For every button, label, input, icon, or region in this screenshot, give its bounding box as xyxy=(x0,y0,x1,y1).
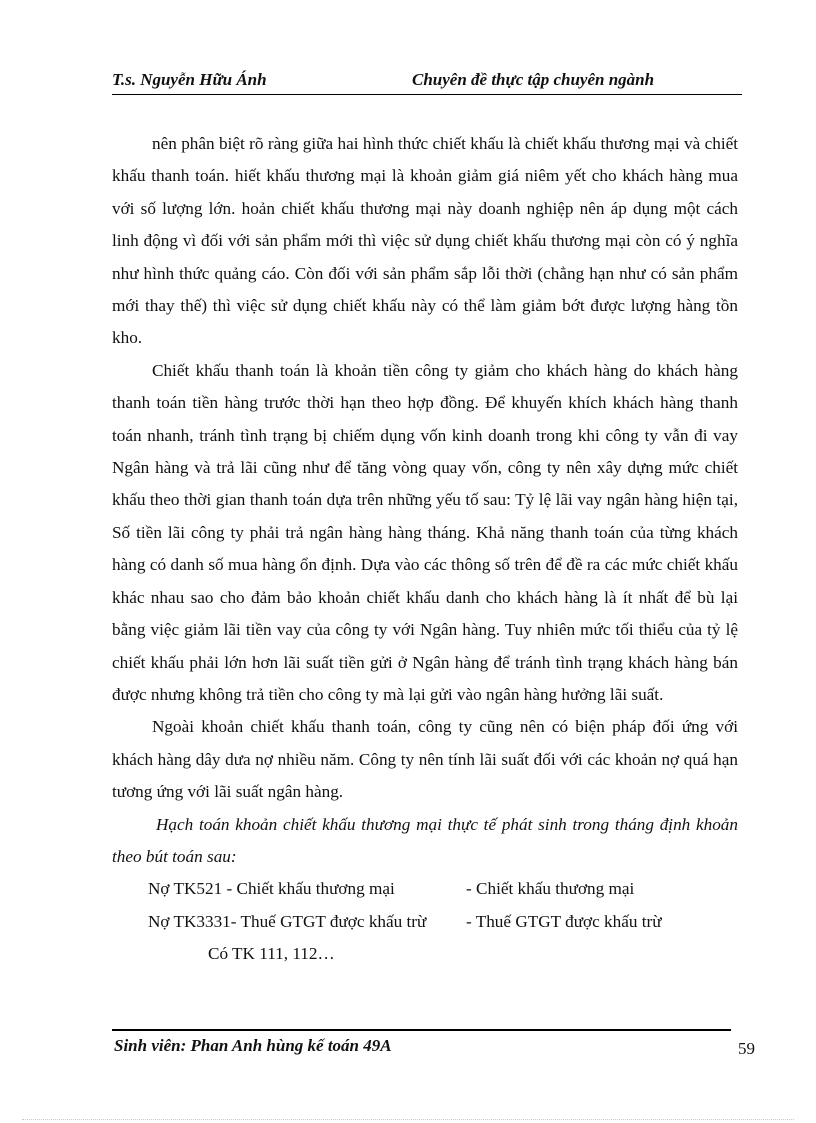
header-title: Chuyên đề thực tập chuyên ngành xyxy=(412,70,655,89)
footer-divider xyxy=(112,1029,731,1031)
header-author: T.s. Nguyễn Hữu Ánh xyxy=(112,70,267,89)
paragraph: nên phân biệt rõ ràng giữa hai hình thức chiết khấu là chiết khấu thương mại và chiết khấu thanh toán. hiết khấu thương mại là khoản giảm giá niêm yết cho khách hàng mua với số lượng lớn. hoản chiết khấu thương mại này doanh nghiệp nên áp dụng một cách linh động vì đối với sản phẩm mới thì việc sử dụng chiết khấu thương mại còn có ý nghĩa như hình thức quảng cáo. Còn đối với sản phẩm sắp lỗi thời (chẳng hạn như có sản phẩm mới thay thế) thì việc sử dụng chiết khấu này có thể làm giảm bớt được lượng hàng tồn kho. xyxy=(112,134,738,348)
journal-entry-credit: Có TK 111, 112… xyxy=(208,944,335,964)
footer-student: Sinh viên: Phan Anh hùng kế toán 49A xyxy=(114,1036,392,1055)
entry-account: Nợ TK521 - Chiết khấu thương mại xyxy=(148,879,395,899)
paragraph: Ngoài khoản chiết khấu thanh toán, công ty cũng nên có biện pháp đối ứng với khách hàng dây dưa nợ nhiều năm. Công ty nên tính lãi suất đối với các khoản nợ quá hạn tương ứng với lãi suất ngân hàng. xyxy=(112,717,738,802)
italic-paragraph: Hạch toán khoản chiết khấu thương mại thực tế phát sinh trong tháng định khoản theo bút toán sau: xyxy=(112,814,738,866)
entry-account: Nợ TK3331- Thuế GTGT được khấu trừ xyxy=(148,911,427,931)
page-header xyxy=(112,70,742,95)
page-edge-divider xyxy=(22,1119,794,1120)
page-number: 59 xyxy=(738,1039,755,1058)
paragraph: Chiết khấu thanh toán là khoản tiền công ty giảm cho khách hàng do khách hàng thanh toán tiền hàng trước thời hạn theo hợp đồng. Để khuyến khích khách hàng thanh toán nhanh, tránh tình trạng bị chiếm dụng vốn kinh doanh trong khi công ty vẫn đi vay Ngân hàng và trả lãi cũng như để tăng vòng quay vốn, công ty nên xây dựng mức chiết khấu theo thời gian thanh toán dựa trên những yếu tố sau: Tỷ lệ lãi vay ngân hàng hiện tại, Số tiền lãi công ty phải trả ngân hàng hàng tháng. Khả năng thanh toán của từng khách hàng có danh số mua hàng ổn định. Dựa vào các thông số trên để đề ra các mức chiết khấu khác nhau sao cho đảm bảo khoản chiết khấu danh cho khách hàng là ít nhất để bù lại bằng việc giảm lãi tiền vay của công ty với Ngân hàng. Tuy nhiên mức tối thiểu của tỷ lệ chiết khấu phải lớn hơn lãi suất tiền gửi ở Ngân hàng để tránh tình trạng khách hàng bán được nhưng không trả tiền cho công ty mà lại gửi vào ngân hàng hưởng lãi suất. xyxy=(112,360,738,704)
journal-entry-debit-521 xyxy=(112,873,738,905)
entry-detail: - Chiết khấu thương mại xyxy=(466,879,635,899)
document-body xyxy=(112,128,738,971)
entry-detail: - Thuế GTGT được khấu trừ xyxy=(466,911,662,931)
journal-entry-debit-3331 xyxy=(112,906,738,938)
